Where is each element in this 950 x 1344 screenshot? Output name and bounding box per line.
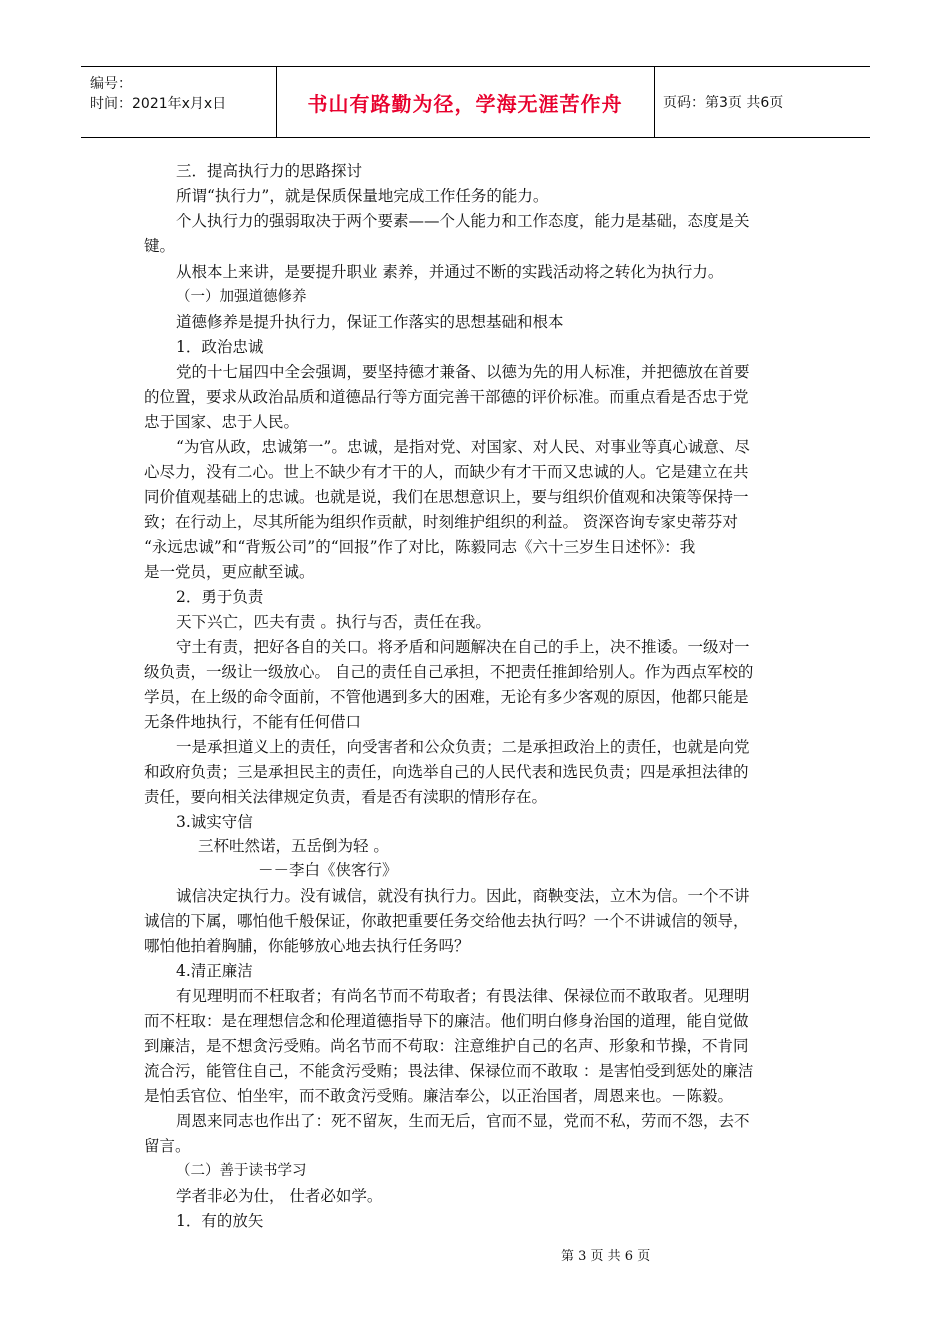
paragraph-line: 的位置，要求从政治品质和道德品行等方面完善干部德的评价标准。而重点看是否忠于党 <box>144 388 749 406</box>
paragraph-line: 同价值观基础上的忠诚。也就是说，我们在思想意识上，要与组织价值观和决策等保持一 <box>144 488 749 506</box>
paragraph-line: 周恩来同志也作出了：死不留灰，生而无后，官而不显，党而不私，劳而不怨，去不 <box>176 1112 750 1130</box>
item-heading: 4.清正廉洁 <box>176 962 253 980</box>
paragraph-line: 是怕丢官位、怕坐牢，而不敢贪污受贿。廉洁奉公，以正治国者，周恩来也。－陈毅。 <box>144 1087 734 1105</box>
paragraph-line: 从根本上来讲，是要提升职业 素养，并通过不断的实践活动将之转化为执行力。 <box>176 263 724 281</box>
paragraph-line: 流合污，能管住自己，不能贪污受贿；畏法律、保禄位而不敢取 ：是害怕受到惩处的廉洁 <box>144 1062 754 1080</box>
paragraph-line: 而不枉取：是在理想信念和伦理道德指导下的廉洁。他们明白修身治国的道理，能自觉做 <box>144 1012 749 1030</box>
header-motto: 书山有路勤为径，学海无涯苦作舟 <box>307 91 623 116</box>
paragraph-line: 是一党员，更应献至诚。 <box>144 563 315 581</box>
paragraph-line: 有见理明而不枉取者；有尚名节而不苟取者；有畏法律、保禄位而不敢取者。见理明 <box>176 987 750 1005</box>
paragraph-line: 无条件地执行，不能有任何借口 <box>144 713 362 731</box>
paragraph-line: 道德修养是提升执行力，保证工作落实的思想基础和根本 <box>176 313 564 331</box>
header-motto-cell <box>276 67 655 137</box>
paragraph-line: 责任，要向相关法律规定负责，看是否有渎职的情形存在。 <box>144 788 548 806</box>
paragraph-line: “为官从政，忠诚第一”。忠诚，是指对党、对国家、对人民、对事业等真心诚意、尽 <box>176 438 750 456</box>
paragraph-line: 所谓“执行力”，就是保质保量地完成工作任务的能力。 <box>176 187 549 205</box>
paragraph-line: 天下兴亡，匹夫有责 。执行与否，责任在我。 <box>176 613 491 631</box>
paragraph-line: 诚信的下属，哪怕他千般保证，你敢把重要任务交给他去执行吗？一个不讲诚信的领导， <box>144 912 749 930</box>
paragraph-line: 心尽力，没有二心。世上不缺少有才干的人，而缺少有才干而又忠诚的人。它是建立在共 <box>144 463 749 481</box>
header-page-code: 页码：第3页 共6页 <box>663 95 784 111</box>
paragraph-line: 学者非必为仕， 仕者必如学。 <box>176 1187 383 1205</box>
page-header <box>81 66 870 138</box>
paragraph-line: 哪怕他拍着胸脯，你能够放心地去执行任务吗？ <box>144 937 470 955</box>
paragraph-line: 个人执行力的强弱取决于两个要素——个人能力和工作态度，能力是基础，态度是关 <box>176 212 750 230</box>
paragraph-line: 到廉洁，是不想贪污受贿。尚名节而不苟取：注意维护自己的名声、形象和节操，不肯同 <box>144 1037 749 1055</box>
header-number: 编号： <box>90 76 132 92</box>
paragraph-line: 学员，在上级的命令面前，不管他遇到多大的困难，无论有多少客观的原因，他都只能是 <box>144 688 749 706</box>
header-meta <box>81 67 277 137</box>
poem-line: 三杯吐然诺，五岳倒为轻 。 <box>198 837 389 855</box>
item-heading: 3.诚实守信 <box>176 813 253 831</box>
paragraph-line: 诚信决定执行力。没有诚信，就没有执行力。因此，商鞅变法，立木为信。一个不讲 <box>176 887 750 905</box>
header-time: 时间：2021年x月x日 <box>90 96 227 112</box>
paragraph-line: 和政府负责；三是承担民主的责任，向选举自己的人民代表和选民负责；四是承担法律的 <box>144 763 749 781</box>
paragraph-line: 级负责，一级让一级放心。 自己的责任自己承担，不把责任推卸给别人。作为西点军校的 <box>144 663 754 681</box>
page-footer: 第 3 页 共 6 页 <box>561 1249 651 1264</box>
subsection-heading: （一）加强道德修养 <box>176 289 307 305</box>
header-page-cell <box>655 67 870 137</box>
poem-attribution: －－李白《侠客行》 <box>258 861 398 879</box>
paragraph-line: 致；在行动上，尽其所能为组织作贡献，时刻维护组织的利益。 资深咨询专家史蒂芬对 <box>144 513 738 531</box>
paragraph-line: 党的十七届四中全会强调，要坚持德才兼备、以德为先的用人标准，并把德放在首要 <box>176 363 750 381</box>
paragraph-line: “永远忠诚”和“背叛公司”的“回报”作了对比，陈毅同志《六十三岁生日述怀》：我 <box>144 538 696 556</box>
paragraph-line: 一是承担道义上的责任，向受害者和公众负责；二是承担政治上的责任，也就是向党 <box>176 738 750 756</box>
item-heading: 1．政治忠诚 <box>176 338 264 356</box>
paragraph-line: 忠于国家、忠于人民。 <box>144 413 300 431</box>
paragraph-line: 键。 <box>144 237 176 255</box>
item-heading: 2．勇于负责 <box>176 588 264 606</box>
paragraph-line: 守土有责，把好各自的关口。将矛盾和问题解决在自己的手上，决不推诿。一级对一 <box>176 638 750 656</box>
item-heading: 1．有的放矢 <box>176 1212 264 1230</box>
subsection-heading: （二）善于读书学习 <box>176 1163 307 1179</box>
paragraph-line: 留言。 <box>144 1137 191 1155</box>
section-heading: 三．提高执行力的思路探讨 <box>176 162 363 180</box>
